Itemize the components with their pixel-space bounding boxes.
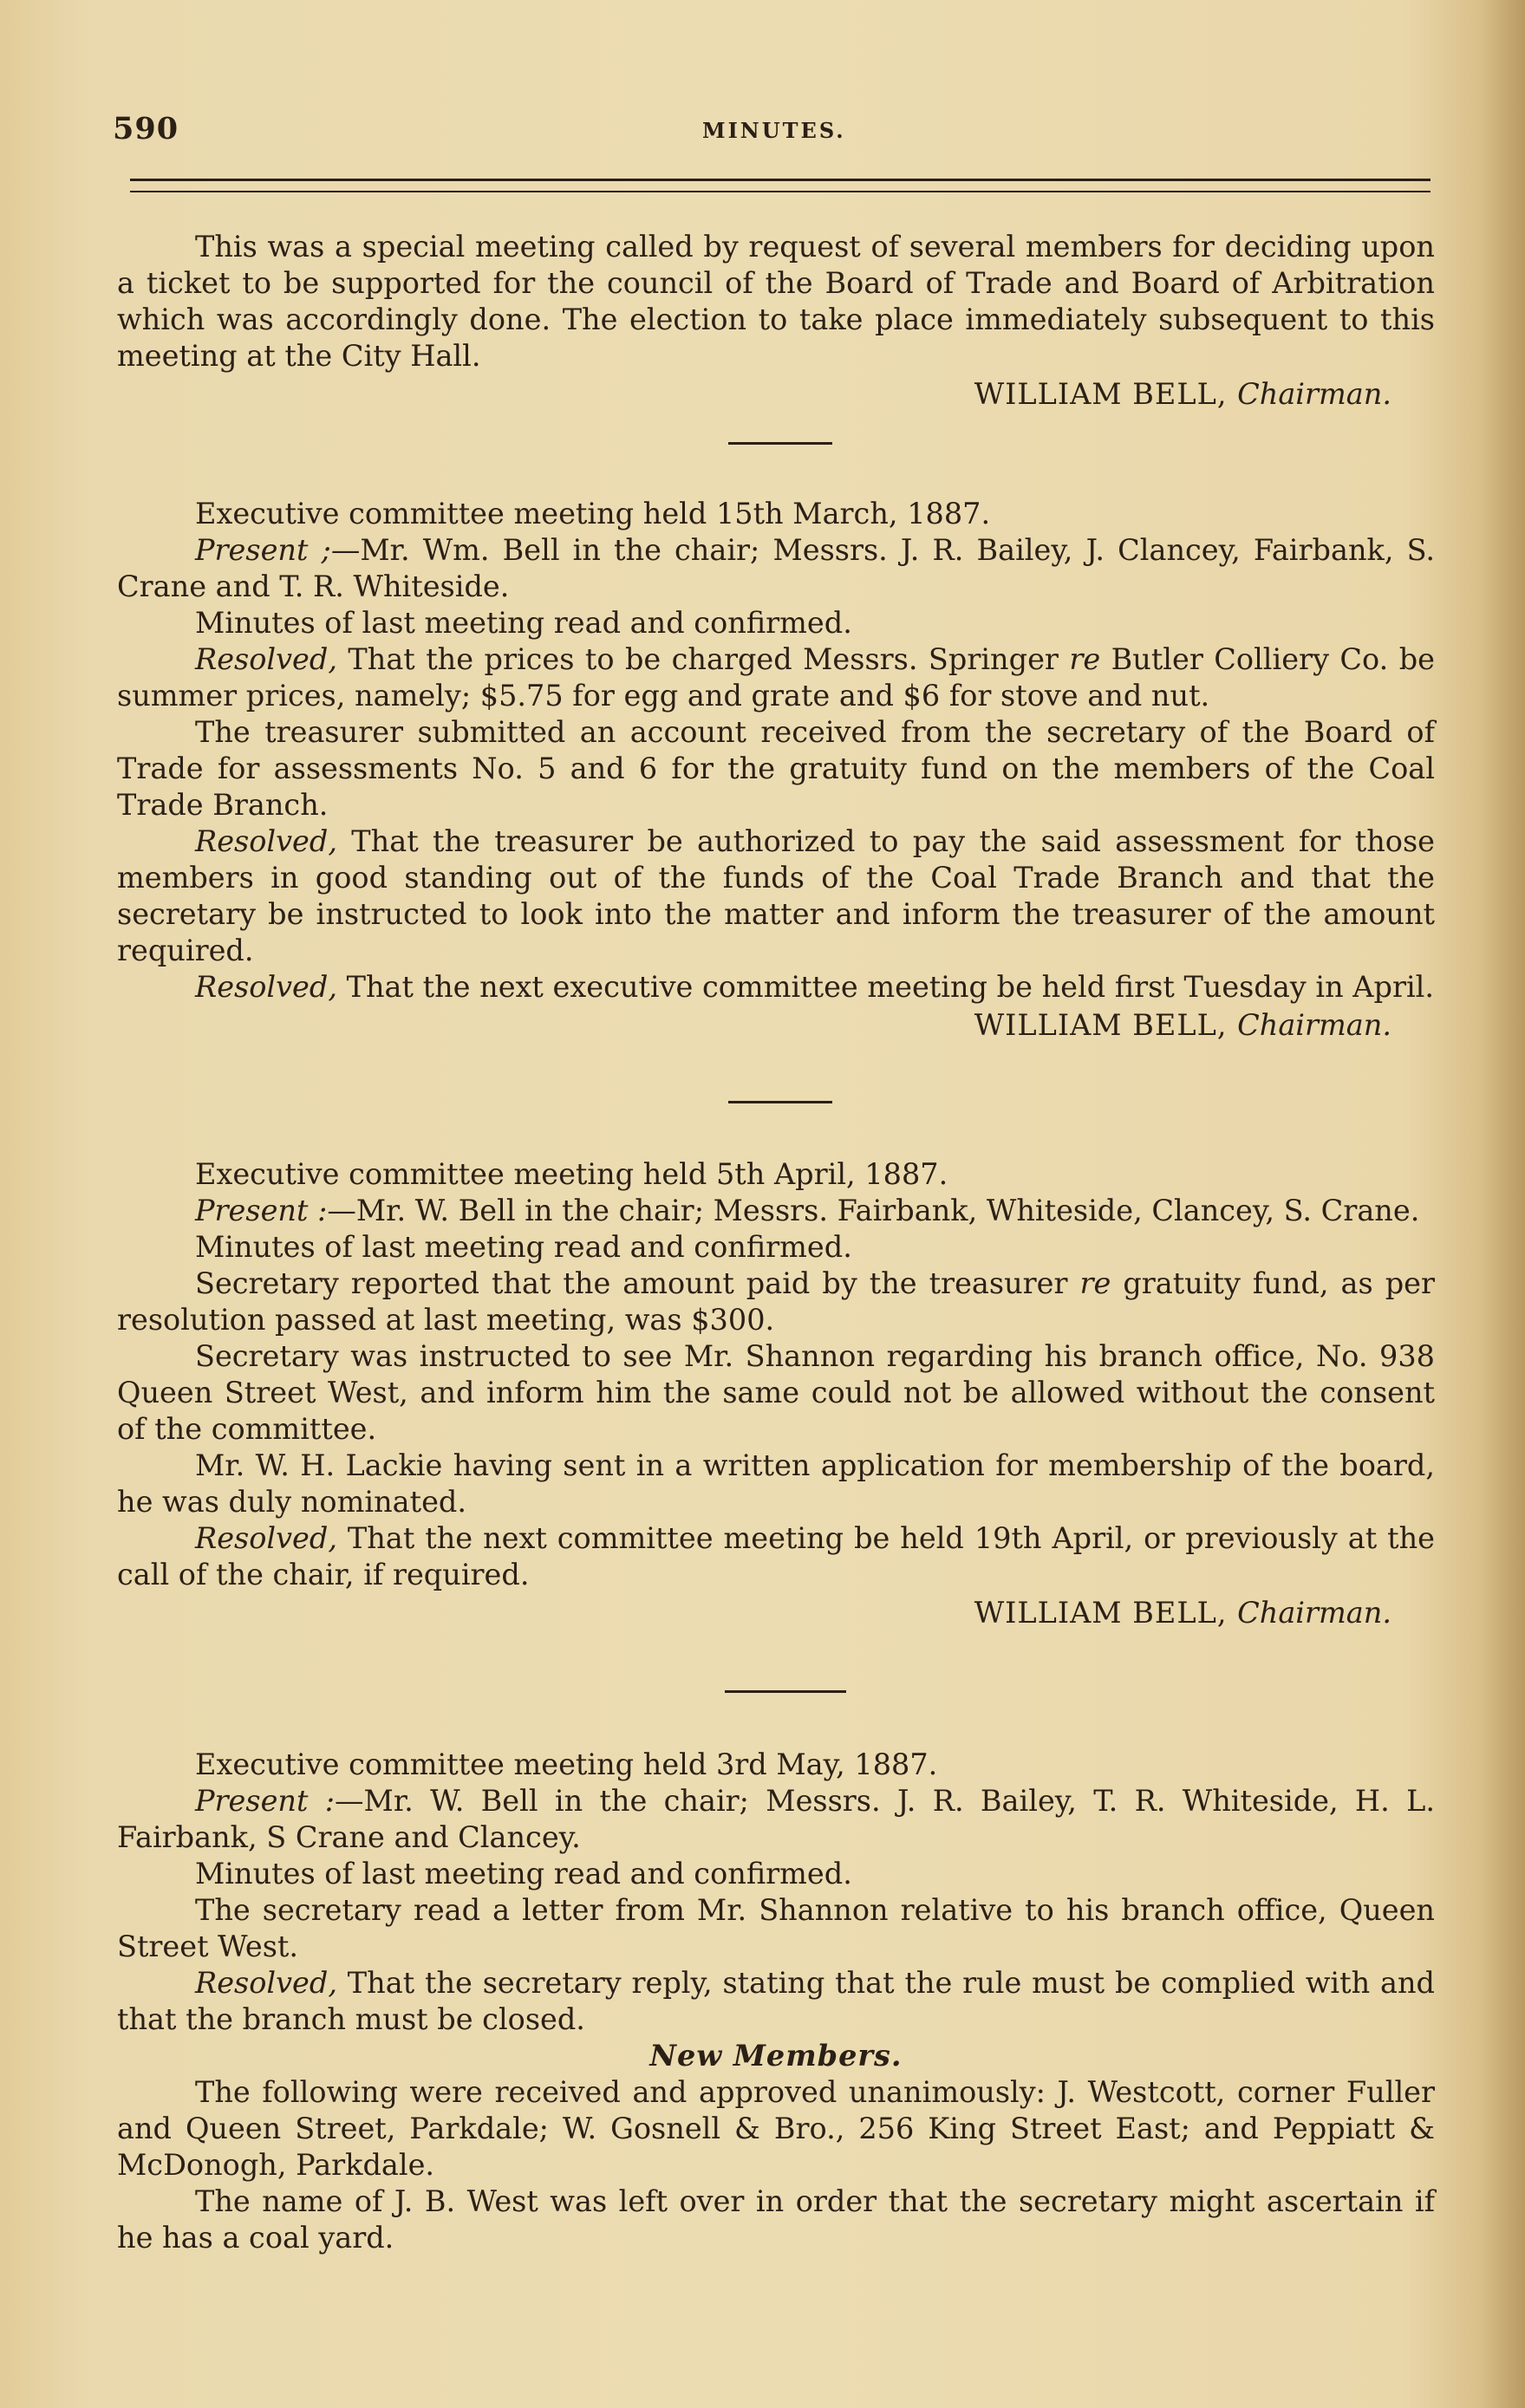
running-head: MINUTES.	[702, 118, 846, 143]
meeting-title: Executive committee meeting held 5th April, 1887.	[195, 1157, 948, 1191]
signature-name: WILLIAM BELL,	[974, 1008, 1238, 1042]
west-paragraph: The name of J. B. West was left over in order that the secretary might ascertain if he has a coal yard.	[117, 2184, 1435, 2255]
new-members-heading: New Members.	[649, 2039, 903, 2073]
resolution-text: That the treasurer be authorized to pay the said assessment for those members in good standing out of the funds of the Coal Trade Branch and that the secretary be instructed to look into the matter and inform the treasurer of the amount required.	[117, 824, 1435, 967]
present-paragraph	[117, 1193, 1435, 1229]
special-meeting-section	[117, 229, 1435, 413]
meeting-3-may-section	[117, 1747, 1435, 2256]
resolved-label: Resolved,	[195, 824, 337, 858]
present-text: —Mr. W. Bell in the chair; Messrs. J. R. Bailey, T. R. Whiteside, H. L. Fairbank, S Crane and Clancey.	[117, 1784, 1436, 1854]
secretary-report-text: Secretary reported that the amount paid by the treasurer	[195, 1266, 1080, 1300]
resolution-paragraph	[117, 823, 1435, 969]
new-members-paragraph: The following were received and approved unanimously: J. Westcott, corner Fuller and Queen Street, Parkdale; W. Gosnell & Bro., 256 King Street East; and Peppiatt & McDonogh, Parkdale.	[117, 2075, 1435, 2182]
resolved-label: Resolved,	[195, 642, 337, 676]
resolution-paragraph	[117, 1965, 1435, 2038]
signature-name: WILLIAM BELL,	[974, 1596, 1238, 1630]
secretary-report-text: gratuity fund, as per resolution passed at last meeting, was $300.	[117, 1266, 1435, 1337]
present-label: Present :	[195, 1784, 336, 1818]
present-paragraph	[117, 1783, 1435, 1856]
header-rule-bottom	[130, 191, 1431, 192]
resolved-label: Resolved,	[195, 1521, 337, 1555]
secretary-instruction-paragraph: Secretary was instructed to see Mr. Shannon regarding his branch office, No. 938 Queen Street West, and inform him the same could not be allowed without the consent of the committee.	[117, 1339, 1435, 1446]
resolution-text: That the prices to be charged Messrs. Springer	[336, 642, 1070, 676]
present-paragraph	[117, 532, 1435, 605]
present-label: Present :	[195, 1194, 328, 1227]
resolution-text: Butler Colliery Co. be summer prices, namely; $5.75 for egg and grate and $6 for stove and nut.	[117, 642, 1435, 713]
signature	[117, 1595, 1435, 1631]
resolution-text: That the next committee meeting be held 19th April, or previously at the call of the chair, if required.	[117, 1521, 1435, 1591]
minutes-paragraph: Minutes of last meeting read and confirmed.	[195, 1857, 852, 1891]
re-word: re	[1079, 1266, 1111, 1300]
resolution-paragraph	[117, 969, 1435, 1006]
minutes-paragraph: Minutes of last meeting read and confirmed.	[195, 1230, 852, 1264]
present-text: —Mr. Wm. Bell in the chair; Messrs. J. R. Bailey, J. Clancey, Fairbank, S. Crane and T. R. Whiteside.	[117, 533, 1435, 603]
re-word: re	[1069, 642, 1101, 676]
resolution-text: That the next executive committee meeting be held first Tuesday in April.	[336, 970, 1435, 1004]
signature	[117, 376, 1435, 413]
secretary-report-paragraph	[117, 1266, 1435, 1338]
meeting-5-april-section	[117, 1156, 1435, 1631]
resolution-text: That the secretary reply, stating that the rule must be complied with and that the branch must be closed.	[117, 1966, 1435, 2036]
section-divider	[725, 1690, 846, 1693]
header-rule-top	[130, 179, 1431, 181]
lackie-paragraph: Mr. W. H. Lackie having sent in a written application for membership of the board, he was duly nominated.	[117, 1448, 1435, 1519]
signature-title: Chairman.	[1237, 377, 1391, 411]
present-label: Present ;	[195, 533, 331, 567]
meeting-title: Executive committee meeting held 15th March, 1887.	[195, 497, 991, 530]
present-text: —Mr. W. Bell in the chair; Messrs. Fairbank, Whiteside, Clancey, S. Crane.	[327, 1194, 1420, 1227]
signature-title: Chairman.	[1237, 1008, 1391, 1042]
meeting-title: Executive committee meeting held 3rd May, 1887.	[195, 1747, 938, 1781]
page-number: 590	[113, 111, 179, 146]
signature-name: WILLIAM BELL,	[974, 377, 1238, 411]
section-divider	[728, 1101, 832, 1103]
letter-paragraph: The secretary read a letter from Mr. Shannon relative to his branch office, Queen Street West.	[117, 1893, 1435, 1963]
signature-title: Chairman.	[1237, 1596, 1391, 1630]
section-divider	[728, 442, 832, 445]
minutes-paragraph: Minutes of last meeting read and confirmed.	[195, 606, 852, 640]
resolution-paragraph	[117, 1520, 1435, 1593]
page-header	[113, 111, 1431, 154]
treasurer-paragraph: The treasurer submitted an account received from the secretary of the Board of Trade for assessments No. 5 and 6 for the gratuity fund on the members of the Coal Trade Branch.	[117, 715, 1435, 822]
resolution-paragraph	[117, 641, 1435, 714]
resolved-label: Resolved,	[195, 970, 337, 1004]
meeting-15-march-section	[117, 496, 1435, 1044]
resolved-label: Resolved,	[195, 1966, 337, 2000]
signature	[117, 1007, 1435, 1044]
special-meeting-paragraph: This was a special meeting called by request of several members for deciding upon a ticket to be supported for the council of the Board of Trade and Board of Arbitration which was accordingly done. The election to take place immediately subsequent to this meeting at the City Hall.	[117, 230, 1435, 373]
